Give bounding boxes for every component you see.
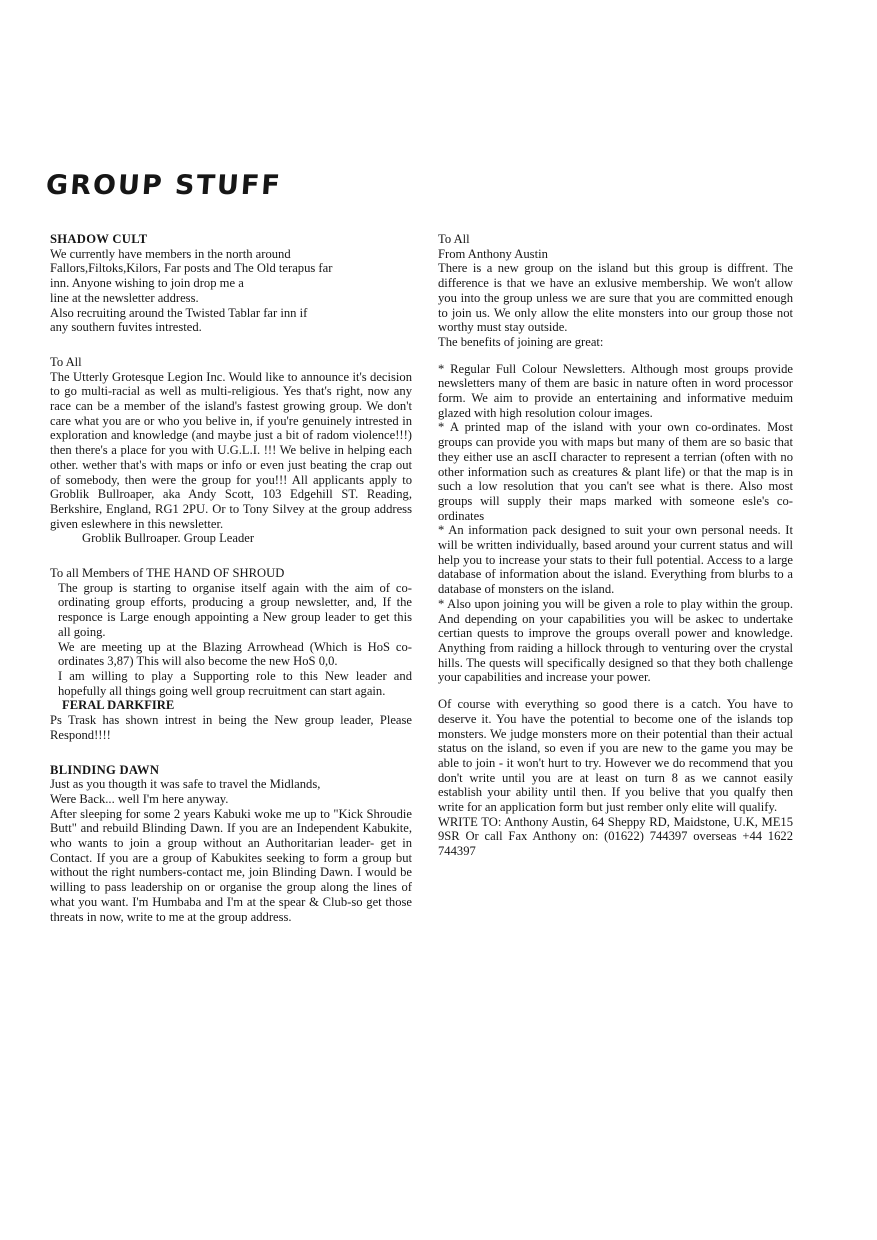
blinding-dawn-heading: BLINDING DAWN bbox=[50, 762, 160, 777]
elite-closing: Of course with everything so good there is a catch. You have to deserve it. You have the potential to become one of the islands top monsters. We judge monsters more on their potential than their actual status on the island, so even if you are new to the game you may be able to join - it won't hurt to try. However we do recommend that you don't write until you are at least on turn 8 as we cannot easily establish your ability until then. If you belive that you qualfy then write for an application form but just rember only elite will qualify. bbox=[438, 697, 793, 815]
elite-contact: WRITE TO: Anthony Austin, 64 Sheppy RD, Maidstone, U.K, ME15 9SR Or call Fax Anthony on: (01622) 744397 overseas +44 1622 744397 bbox=[438, 814, 793, 859]
shroud-signature: FERAL DARKFIRE bbox=[62, 698, 175, 713]
elite-from: From Anthony Austin bbox=[438, 246, 548, 261]
shroud-postscript: Ps Trask has shown intrest in being the New group leader, Please Respond!!!! bbox=[50, 713, 412, 742]
shadow-cult-section bbox=[50, 232, 412, 335]
shadow-cult-heading: SHADOW CULT bbox=[50, 232, 148, 246]
benefit-item: * An information pack designed to suit your own personal needs. It will be written individually, based around your current status and will help you to increase your stats to their full potential. Access to a large database of information about the island. Everything from blurbs to a database of monsters on the island. bbox=[438, 523, 793, 597]
elite-greeting: To All bbox=[438, 232, 470, 246]
hand-of-shroud-section bbox=[50, 566, 412, 742]
shadow-cult-line: Fallors,Filtoks,Kilors, Far posts and The Old terapus far bbox=[50, 261, 333, 276]
shadow-cult-line: Also recruiting around the Twisted Tablar far inn if bbox=[50, 305, 308, 320]
ugli-body: The Utterly Grotesque Legion Inc. Would like to announce it's decision to go multi-racial as well as multi-religious. Yes that's right, now any race can be a member of the island's fastest growing group. We don't care what you are or who you belive in, if you're genuinely intrested in exploration and knowledge (and maybe just a bit of radom violence!!!) then there's a place for you with U.G.L.I. !!! We belive in helping each other. wether that's with maps or info or even just beating the crap out of somebody, then were the group for you!!! All applicants apply to Groblik Bullroaper, aka Andy Scott, 103 Edgehill ST. Reading, Berkshire, England, RG1 2PU. Or to Tony Silvey at the group address given eslewhere in this newsletter. bbox=[50, 369, 412, 531]
shroud-paragraph: I am willing to play a Supporting role to this New leader and hopefully all things going well group recruitment can start again. bbox=[58, 668, 412, 698]
spacer bbox=[438, 350, 793, 362]
blinding-dawn-intro: Just as you thougth it was safe to travel the Midlands, bbox=[50, 777, 321, 792]
shadow-cult-line: line at the newsletter address. bbox=[50, 290, 199, 305]
left-column bbox=[50, 232, 412, 944]
shadow-cult-line: We currently have members in the north around bbox=[50, 246, 291, 261]
blinding-dawn-body: After sleeping for some 2 years Kabuki woke me up to "Kick Shroudie Butt" and rebuild Blinding Dawn. If you are an Independent Kabukite, who wants to join a group without an Authoritarian leader- get in Contact. If you are a group of Kabukites seeking to form a group but without the right numbers-contact me, join Blinding Dawn. I would be willing to pass leadership on or organise the group along the lines of what you want. I'm Humbaba and I'm at the spear & Club-so get those threats in now, write to me at the group address. bbox=[50, 806, 412, 924]
right-column bbox=[438, 232, 793, 879]
elite-intro: There is a new group on the island but this group is diffrent. The difference is that we have an exlusive membership. We won't allow you into the group unless we are sure that you are committed enough to join us. We only allow the elite monsters into our group those not worthy must stay outside. bbox=[438, 261, 793, 335]
elite-group-section bbox=[438, 232, 793, 859]
spacer bbox=[438, 685, 793, 697]
page-title: GROUP STUFF bbox=[44, 170, 283, 201]
shadow-cult-line: inn. Anyone wishing to join drop me a bbox=[50, 276, 244, 291]
elite-benefits-intro: The benefits of joining are great: bbox=[438, 334, 604, 349]
shroud-greeting: To all Members of THE HAND OF SHROUD bbox=[50, 566, 285, 581]
blinding-dawn-intro: Were Back... well I'm here anyway. bbox=[50, 791, 229, 806]
shroud-paragraph: We are meeting up at the Blazing Arrowhead (Which is HoS co-ordinates 3,87) This will also become the new HoS 0,0. bbox=[58, 639, 412, 669]
blinding-dawn-section bbox=[50, 763, 412, 925]
benefit-item: * A printed map of the island with your own co-ordinates. Most groups can provide you with maps but many of them are so basic that they either use an ascII character to represent a terrian (often with no other information such as creatures & plant life) or that the map is in such a low resolution that you can't see what is there. Also most groups will supply their maps marked with someone esle's co-ordinates bbox=[438, 420, 793, 523]
ugli-section bbox=[50, 355, 412, 546]
benefit-item: * Regular Full Colour Newsletters. Although most groups provide newsletters many of them are basic in nature often in word processor form. We aim to provide an entertaining and informative meduim glazed with high resolution colour images. bbox=[438, 361, 793, 420]
benefit-item: * Also upon joining you will be given a role to play within the group. And depending on your capabilities you will be askec to undertake certian quests to improve the groups overall power and knowledge. Anything from raiding a hillock through to venturing over the crystal hills. The quests will specifically designed so that they both challenge your capabilities and increase your power. bbox=[438, 596, 793, 685]
shroud-paragraph: The group is starting to organise itself again with the aim of co-ordinating group efforts, producing a group newsletter, and, If the responce is Large enough appointing a New group leader to get this all going. bbox=[58, 580, 412, 639]
shadow-cult-line: any southern fuvites intrested. bbox=[50, 320, 202, 335]
ugli-greeting: To All bbox=[50, 354, 82, 369]
ugli-signature: Groblik Bullroaper. Group Leader bbox=[82, 531, 255, 546]
